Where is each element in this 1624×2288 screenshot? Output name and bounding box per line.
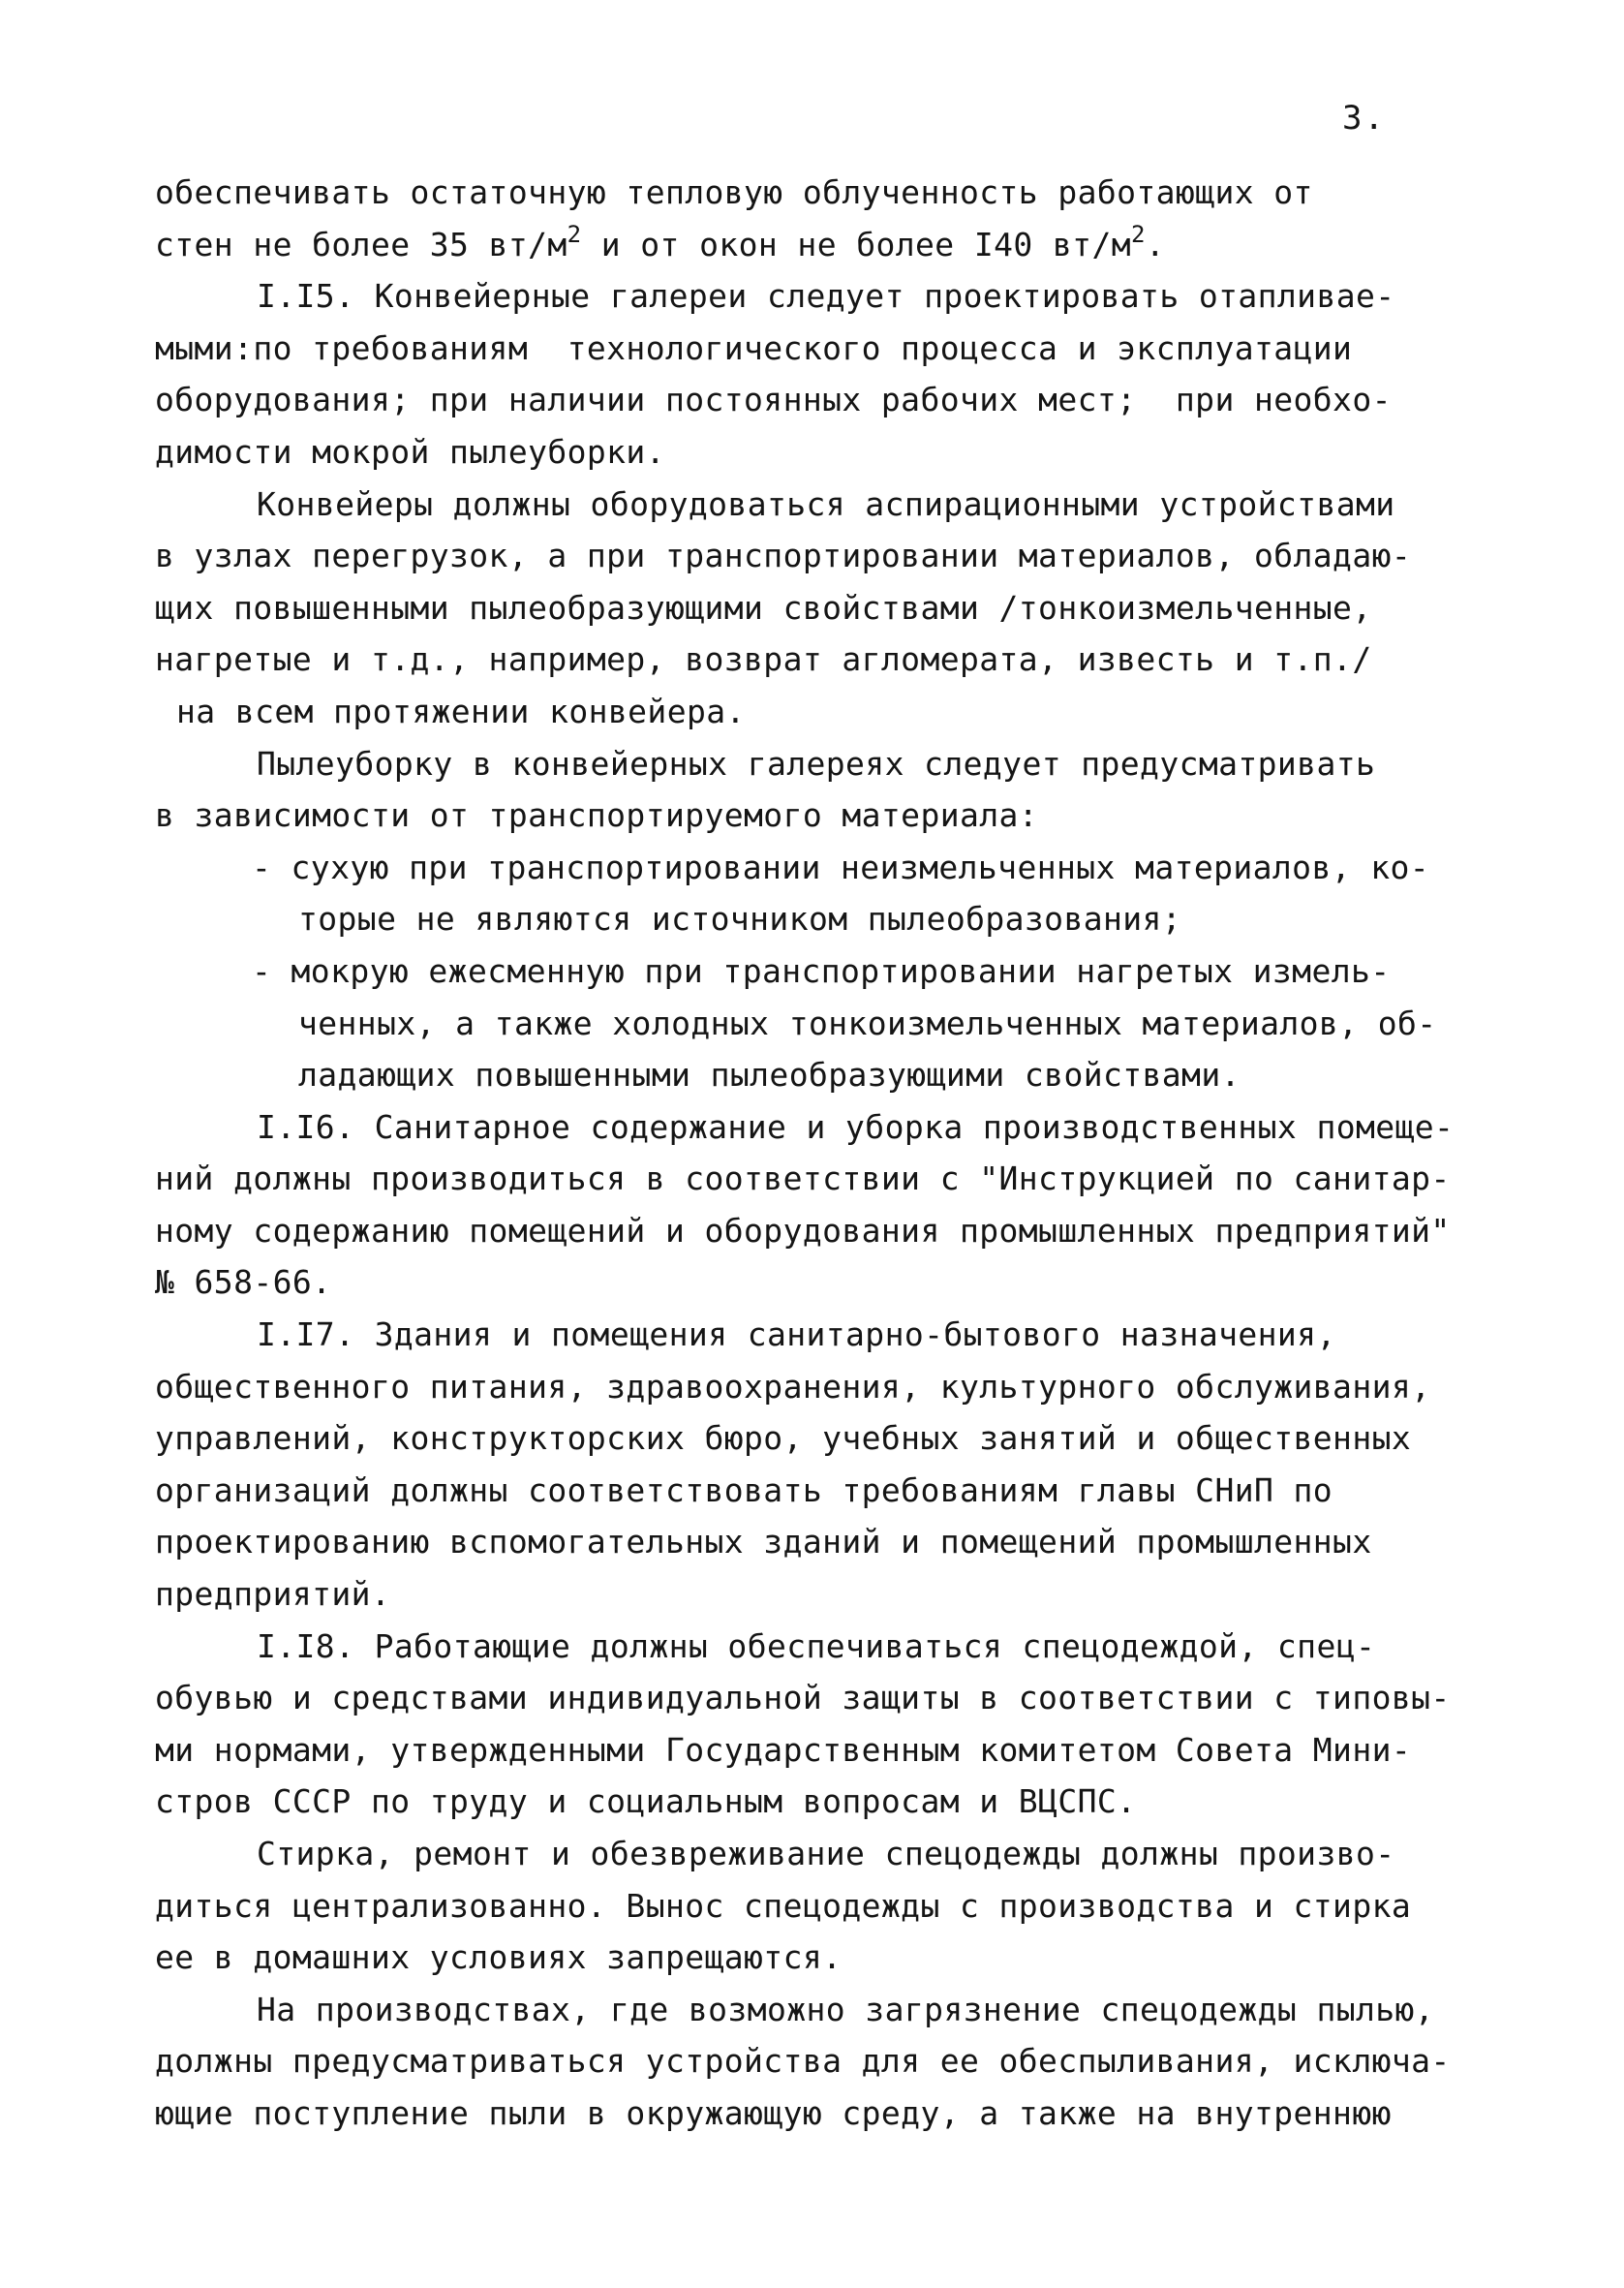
text-line: ному содержанию помещений и оборудования промышленных предприятий" [155,1211,1451,1250]
text-line: ющие поступление пыли в окружающую среду, а также на внутреннюю [155,2093,1392,2132]
list-item: ладающих повышенными пылеобразующими свойствами. [298,1056,1241,1095]
list-item: - мокрую ежесменную при транспортировании нагретых измель- [252,951,1391,990]
list-item: - сухую при транспортировании неизмельченных материалов, ко- [252,848,1430,886]
text-line: № 658-66. [155,1263,332,1302]
page-number: 3. [1342,99,1386,138]
list-item: торые не являются источником пылеобразования; [298,900,1182,939]
text-line: димости мокрой пылеуборки. [155,432,665,471]
text-line: ний должны производиться в соответствии с "Инструкцией по санитар- [155,1159,1451,1198]
text-line: I.I5. Конвейерные галереи следует проектировать отапливае- [257,277,1395,316]
text-line: управлений, конструкторских бюро, учебных занятий и общественных [155,1419,1412,1458]
text-line: На производствах, где возможно загрязнение спецодежды пылью, [257,1990,1435,2028]
document-body [155,167,1501,2140]
text-line: мыми:по требованиям технологического процесса и эксплуатации [155,328,1353,367]
text-line: обеспечивать остаточную тепловую облученность работающих от [155,173,1313,211]
text-line: Пылеуборку в конвейерных галереях следует предусматривать [257,744,1376,783]
text-line: Конвейеры должны оборудоваться аспирационными устройствами [257,484,1395,523]
text-line: Стирка, ремонт и обезвреживание спецодежды должны произво- [257,1835,1395,1872]
text-line: организаций должны соответствовать требованиям главы СНиП по [155,1470,1333,1509]
text-line: нагретые и т.д., например, возврат агломерата, известь и т.п./ [155,640,1372,679]
list-item: ченных, а также холодных тонкоизмельченных материалов, об- [298,1004,1437,1042]
text-line: в узлах перегрузок, а при транспортировании материалов, обладаю- [155,537,1412,575]
text-line: общественного питания, здравоохранения, культурного обслуживания, [155,1367,1431,1406]
text-line: проектированию вспомогательных зданий и помещений промышленных [155,1523,1372,1561]
text-line: щих повышенными пылеобразующими свойствами /тонкоизмельченные, [155,588,1372,627]
text-line: в зависимости от транспортируемого материала: [155,796,1039,835]
text-line: на всем протяжении конвейера. [176,692,746,730]
text-line: предприятий. [155,1575,391,1614]
text-line: должны предусматриваться устройства для ее обеспыливания, исключа- [155,2042,1451,2081]
text-line: оборудования; при наличии постоянных рабочих мест; при необхо- [155,381,1392,419]
text-line: I.I6. Санитарное содержание и уборка производственных помеще- [257,1107,1455,1146]
text-line: стров СССР по труду и социальным вопросам и ВЦСПС. [155,1782,1137,1821]
text-line: диться централизованно. Вынос спецодежды с производства и стирка [155,1886,1412,1925]
text-line: стен не более 35 $вт/м^2$ и от окон не более I40 $вт/м^2$. [155,220,1166,263]
text-line: обувью и средствами индивидуальной защиты в соответствии с типовы- [155,1679,1451,1717]
text-line: ее в домашних условиях запрещаются. [155,1938,843,1977]
text-line: I.I8. Работающие должны обеспечиваться спецодеждой, спец- [257,1626,1376,1665]
text-line: ми нормами, утвержденными Государственным комитетом Совета Мини- [155,1730,1412,1769]
text-line: I.I7. Здания и помещения санитарно-бытового назначения, [257,1315,1336,1354]
